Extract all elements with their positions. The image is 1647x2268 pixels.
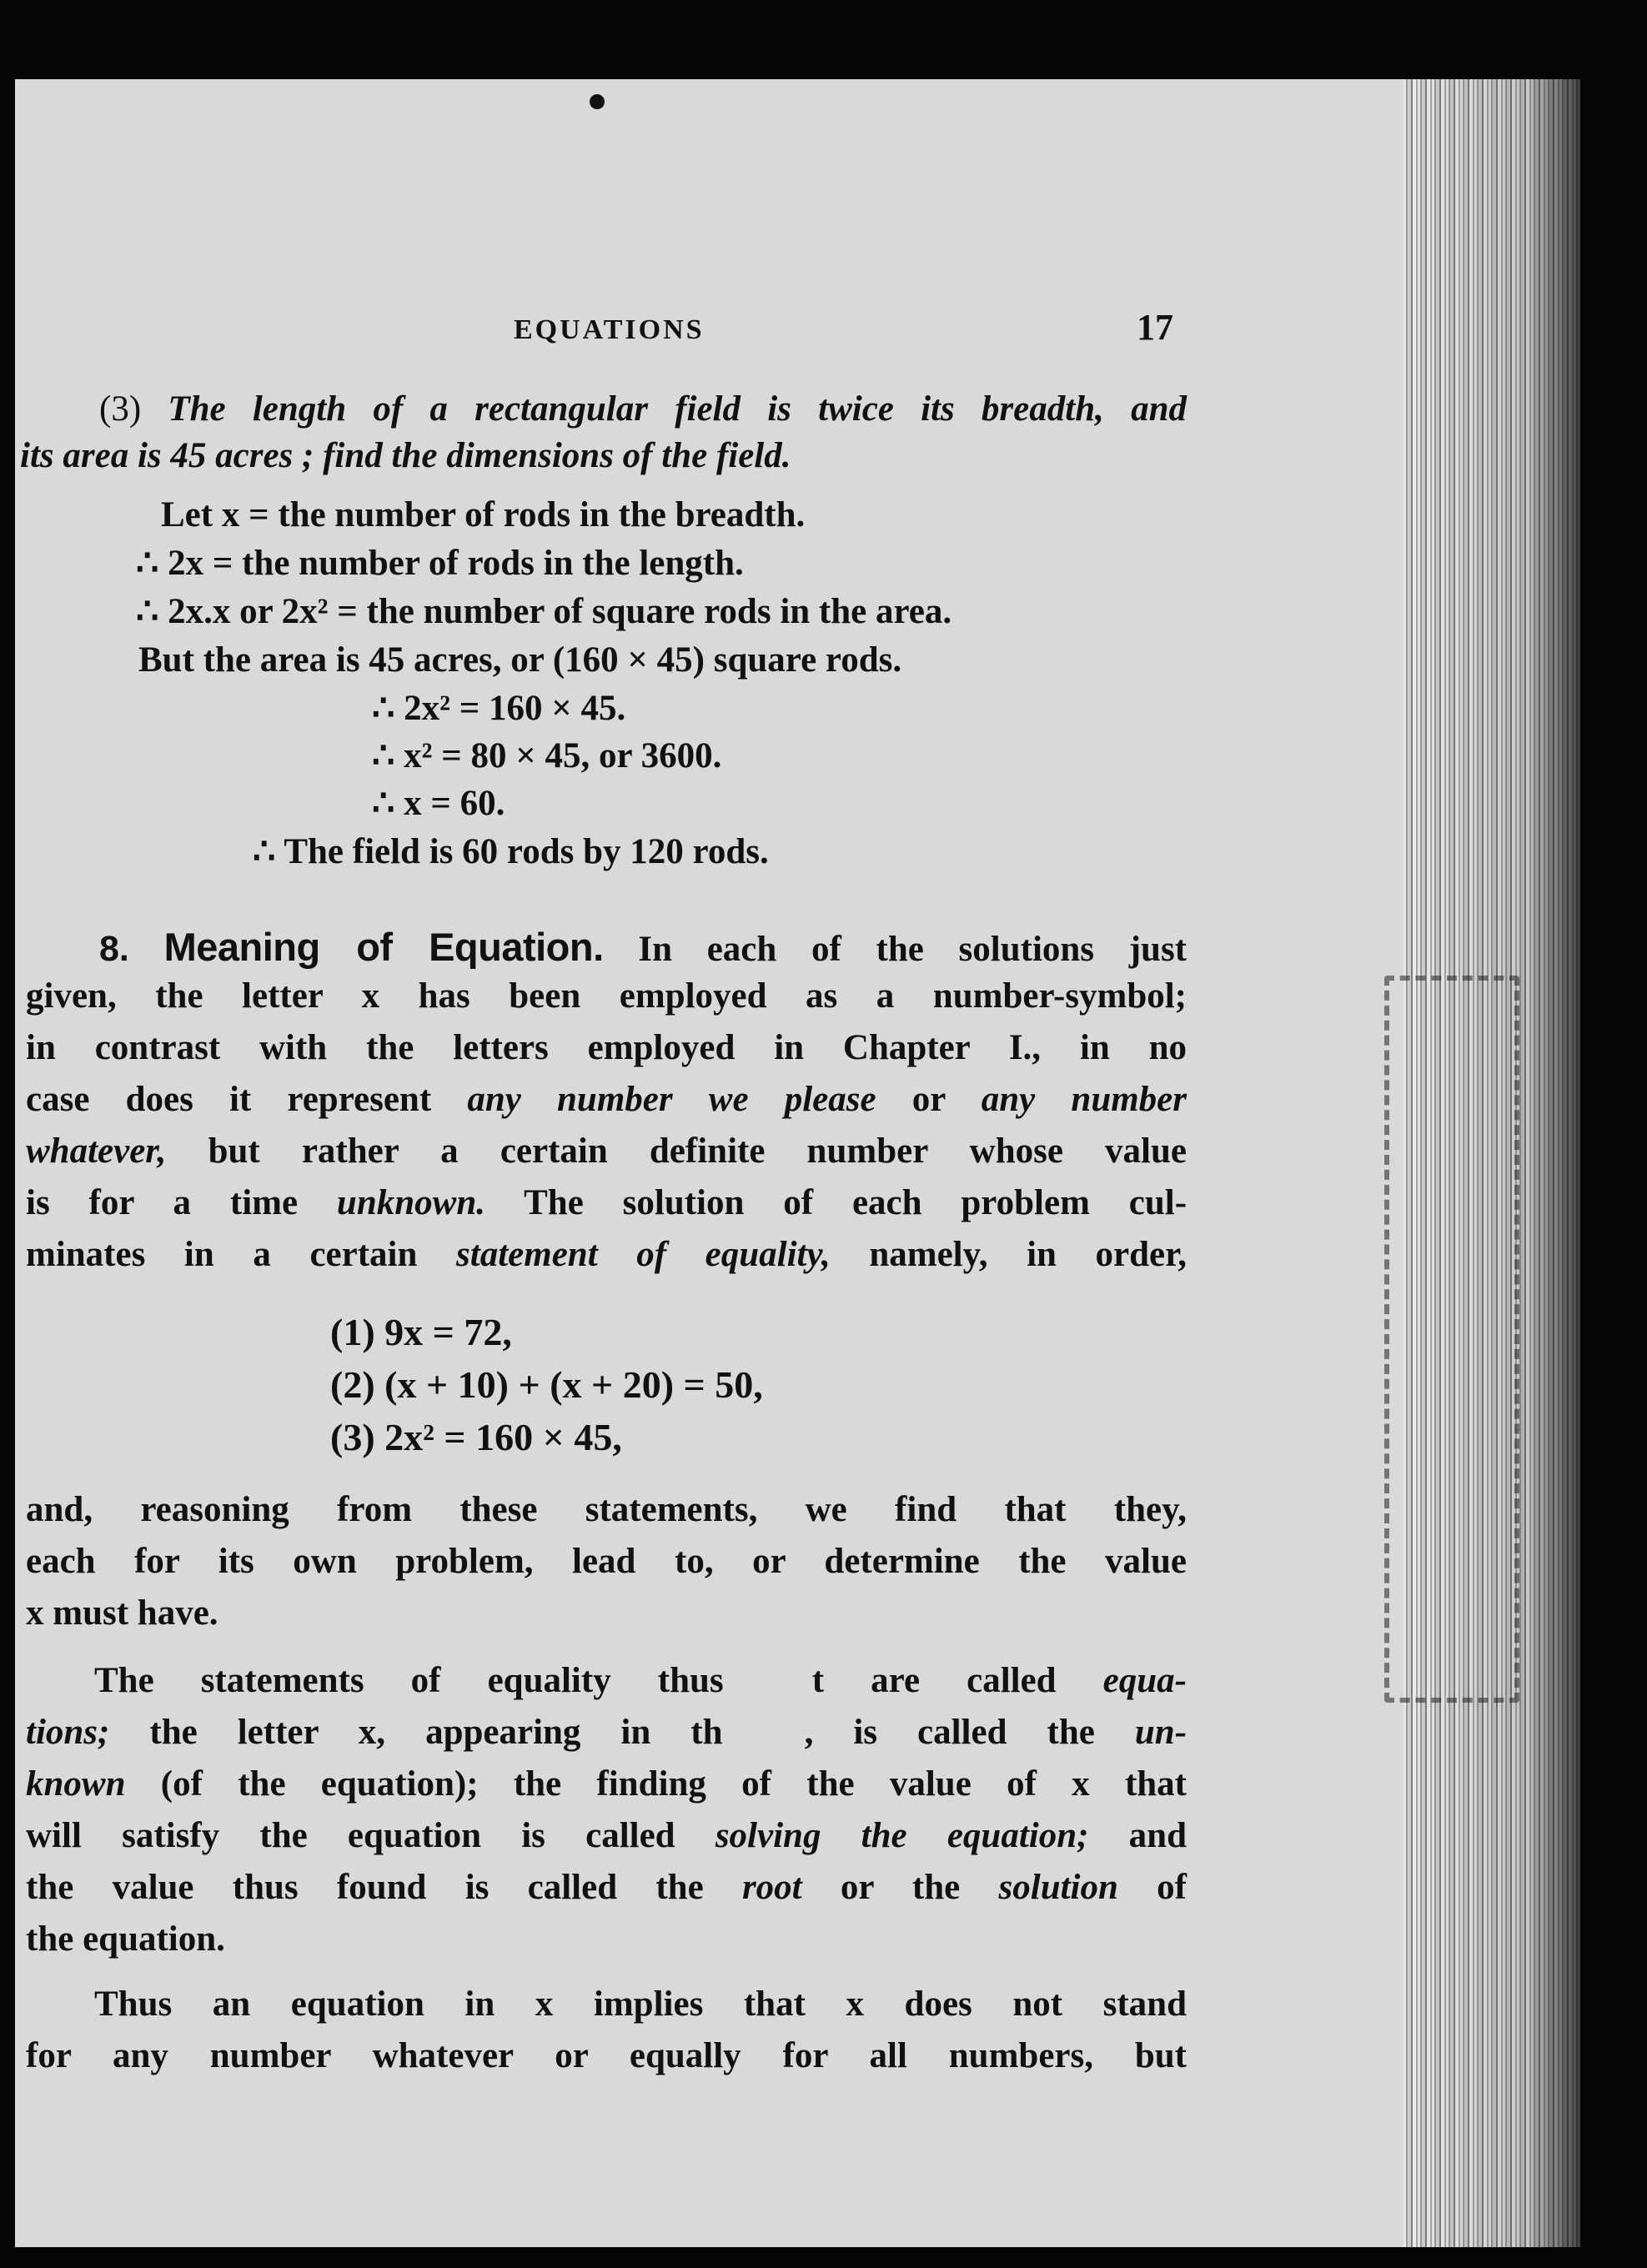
paragraph-line: tions; the letter x, appearing in th , is called the un- [26, 1713, 1188, 1752]
solution-line: Let x = the number of rods in the breadth. [161, 495, 806, 534]
paragraph-line: will satisfy the equation is called solving the equation; and [26, 1816, 1188, 1855]
paragraph-line: known (of the equation); the finding of the value of x that [26, 1764, 1187, 1804]
paragraph-line: the value thus found is called the root or the solution of [26, 1868, 1187, 1907]
paragraph-line: and, reasoning from these statements, we find that they, [26, 1490, 1187, 1529]
solution-line: ∴ 2x.x or 2x² = the number of square rods in the area. [136, 592, 952, 631]
page-number: 17 [1137, 307, 1173, 348]
paragraph-line: The statements of equality thus t are called equa- [94, 1661, 1187, 1700]
paragraph-line: Thus an equation in x implies that x does not stand [94, 1984, 1187, 2024]
paragraph-line: given, the letter x has been employed as a number-symbol; [26, 976, 1187, 1016]
displayed-equation: (1) 9x = 72, [330, 1311, 512, 1353]
paragraph-line: whatever, but rather a certain definite number whose value [26, 1131, 1188, 1171]
book-page [15, 79, 1403, 2247]
solution-line: ∴ 2x² = 160 × 45. [372, 689, 626, 728]
example-3-statement-line1 [26, 386, 1187, 433]
paragraph-line: each for its own problem, lead to, or determine the value [26, 1542, 1187, 1581]
scan-dot [590, 94, 605, 109]
example-3-statement-line2: its area is 45 acres ; find the dimensions of the field. [20, 436, 791, 475]
solution-line: ∴ x² = 80 × 45, or 3600. [372, 736, 722, 775]
displayed-equation: (3) 2x² = 160 × 45, [330, 1416, 622, 1458]
section-number: 8. [99, 929, 129, 969]
example-number: (3) [99, 389, 142, 429]
solution-line: But the area is 45 acres, or (160 × 45) square rods. [138, 640, 902, 680]
scan-left-border [0, 0, 15, 2268]
paragraph-line: the equation. [26, 1919, 225, 1959]
paragraph-line: for any number whatever or equally for all numbers, but [26, 2036, 1187, 2075]
section-heading-line: 8. Meaning of Equation. In each of the solutions just [99, 925, 1188, 969]
library-stamp-mark [1384, 976, 1519, 1703]
solution-line: ∴ 2x = the number of rods in the length. [136, 544, 744, 583]
paragraph-line: in contrast with the letters employed in Chapter I., in no [26, 1028, 1187, 1067]
section-title: Meaning of Equation. [163, 925, 604, 969]
paragraph-line: case does it represent any number we please or any number [26, 1080, 1187, 1119]
paragraph-line: x must have. [26, 1593, 218, 1633]
page-header [15, 303, 1403, 353]
paragraph-line: is for a time unknown. The solution of each problem cul- [26, 1183, 1188, 1222]
example-statement-text: The length of a rectangular field is twice its breadth, and [168, 389, 1187, 429]
solution-line: ∴ x = 60. [372, 784, 505, 823]
paragraph-line: minates in a certain statement of equality, namely, in order, [26, 1235, 1188, 1274]
running-head: EQUATIONS [514, 314, 705, 345]
solution-line: ∴ The field is 60 rods by 120 rods. [253, 832, 769, 871]
displayed-equation: (2) (x + 10) + (x + 20) = 50, [330, 1363, 763, 1406]
scan-bottom-border [0, 2247, 1647, 2268]
